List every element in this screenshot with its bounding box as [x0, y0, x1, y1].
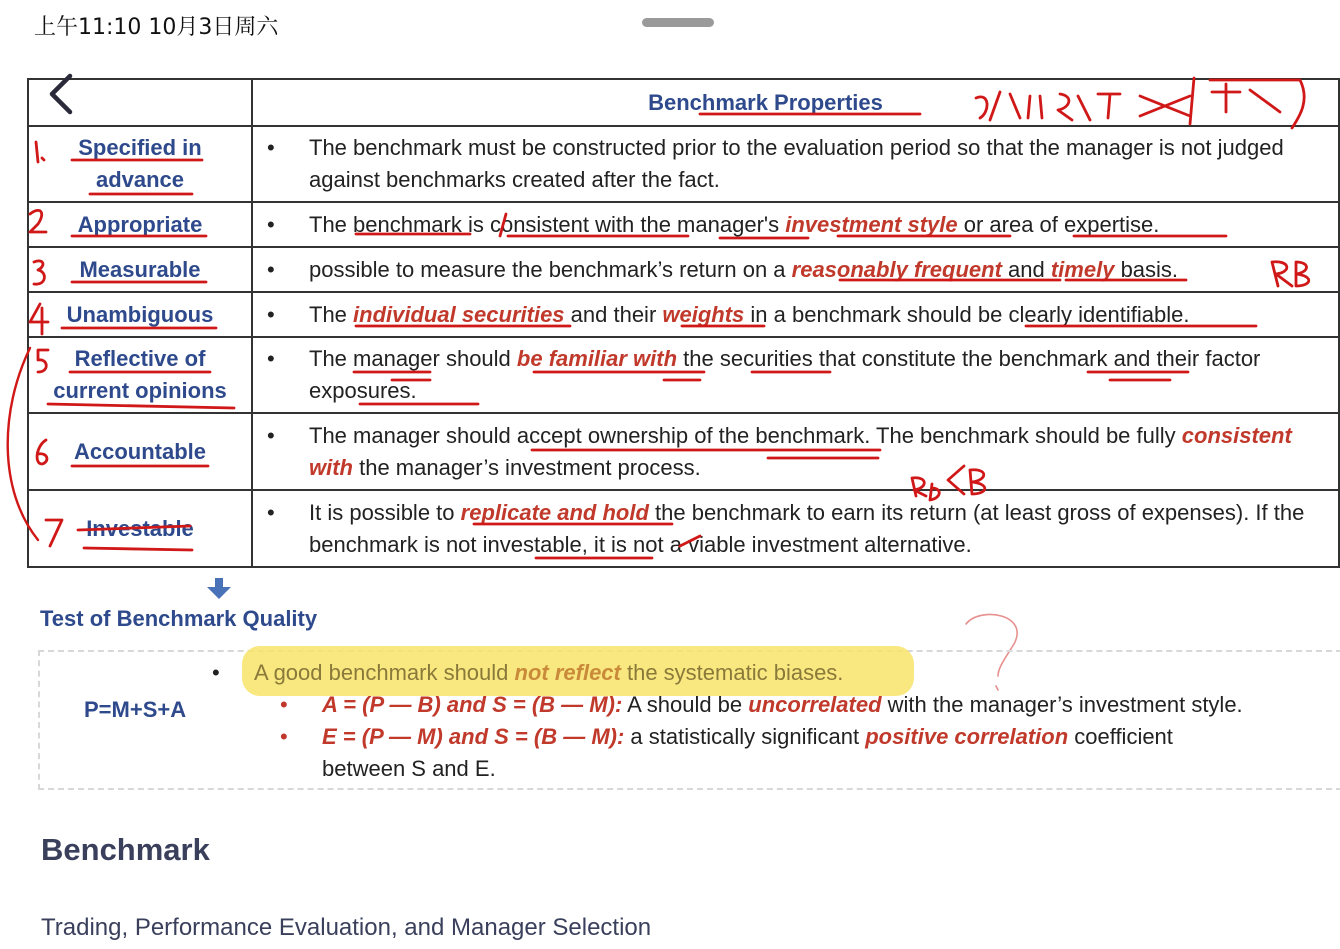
description-text: The benchmark must be constructed prior to the evaluation period so that the manager is not judged against benchmarks created after the fact.	[309, 135, 1284, 192]
description-cell: • possible to measure the benchmark’s return on a reasonably frequent and timely basis.	[252, 247, 1339, 292]
test-bullet-text: A good benchmark should not reflect the systematic biases.	[254, 660, 844, 685]
description-cell: • The individual securities and their weights in a benchmark should be clearly identifiable.	[252, 292, 1339, 337]
table-row	[28, 413, 1339, 490]
table-row	[28, 202, 1339, 247]
table-row	[28, 337, 1339, 413]
test-sub-item: • A = (P — B) and S = (B — M): A should be uncorrelated with the manager’s investment style.	[280, 692, 1243, 717]
property-label: Reflective of current opinions	[53, 346, 227, 403]
page-subtitle: Trading, Performance Evaluation, and Manager Selection	[41, 914, 652, 941]
property-label: Unambiguous	[66, 301, 214, 327]
description-text: The benchmark is consistent with the manager's investment style or area of expertise.	[309, 211, 1160, 237]
table-row	[28, 126, 1339, 202]
status-bar	[0, 0, 1340, 48]
description-text: The manager should accept ownership of the benchmark. The benchmark should be fully consistent with the manager’s investment process.	[309, 422, 1292, 480]
page-title: Benchmark	[41, 832, 210, 867]
property-label: Specified in advance	[78, 135, 202, 192]
home-indicator[interactable]	[642, 18, 714, 27]
property-cell	[28, 126, 252, 202]
property-label: Investable	[86, 515, 194, 541]
property-label: Measurable	[79, 256, 201, 282]
description-cell: • It is possible to replicate and hold the benchmark to earn its return (at least gross of expenses). If the benchmark is not investable, it is not a viable investment alternative.	[252, 490, 1339, 567]
description-cell: • The benchmark must be constructed prior to the evaluation period so that the manager is not judged against benchmarks created after the fact.	[252, 126, 1339, 202]
property-cell	[28, 337, 252, 413]
table-row	[28, 292, 1339, 337]
description-text: possible to measure the benchmark’s return on a reasonably frequent and timely basis.	[309, 256, 1179, 282]
down-arrow-icon	[206, 578, 232, 600]
table-row	[28, 490, 1339, 567]
property-cell	[28, 413, 252, 490]
description-text: The individual securities and their weights in a benchmark should be clearly identifiable.	[309, 301, 1190, 327]
table-row	[28, 247, 1339, 292]
property-label: Accountable	[73, 438, 207, 464]
test-sub-continuation: between S and E.	[322, 756, 496, 781]
test-section-title: Test of Benchmark Quality	[40, 606, 318, 631]
formula-label: P=M+S+A	[84, 697, 187, 722]
test-sub-item: • E = (P — M) and S = (B — M): a statistically significant positive correlation coefficient	[280, 724, 1173, 749]
table-header	[252, 79, 1339, 126]
property-cell	[28, 202, 252, 247]
benchmark-table	[27, 78, 1340, 568]
property-cell	[28, 292, 252, 337]
table-header-label: Benchmark Properties	[648, 89, 883, 115]
status-time: 上午11:10 10月3日周六	[34, 15, 279, 40]
property-cell	[28, 247, 252, 292]
bullet-icon: •	[212, 660, 220, 685]
description-cell: • The benchmark is consistent with the manager's investment style or area of expertise.	[252, 202, 1339, 247]
property-label: Appropriate	[77, 211, 203, 237]
description-text: It is possible to replicate and hold the benchmark to earn its return (at least gross of expenses). If the benchmark is not investable, it is not a viable investment alternative.	[309, 499, 1305, 557]
description-cell: • The manager should be familiar with the securities that constitute the benchmark and their factor exposures.	[252, 337, 1339, 413]
description-cell: • The manager should accept ownership of the benchmark. The benchmark should be fully consistent with the manager’s investment process.	[252, 413, 1339, 490]
description-text: The manager should be familiar with the securities that constitute the benchmark and their factor exposures.	[309, 346, 1261, 403]
property-cell	[28, 490, 252, 567]
back-chevron-icon[interactable]	[40, 70, 80, 118]
